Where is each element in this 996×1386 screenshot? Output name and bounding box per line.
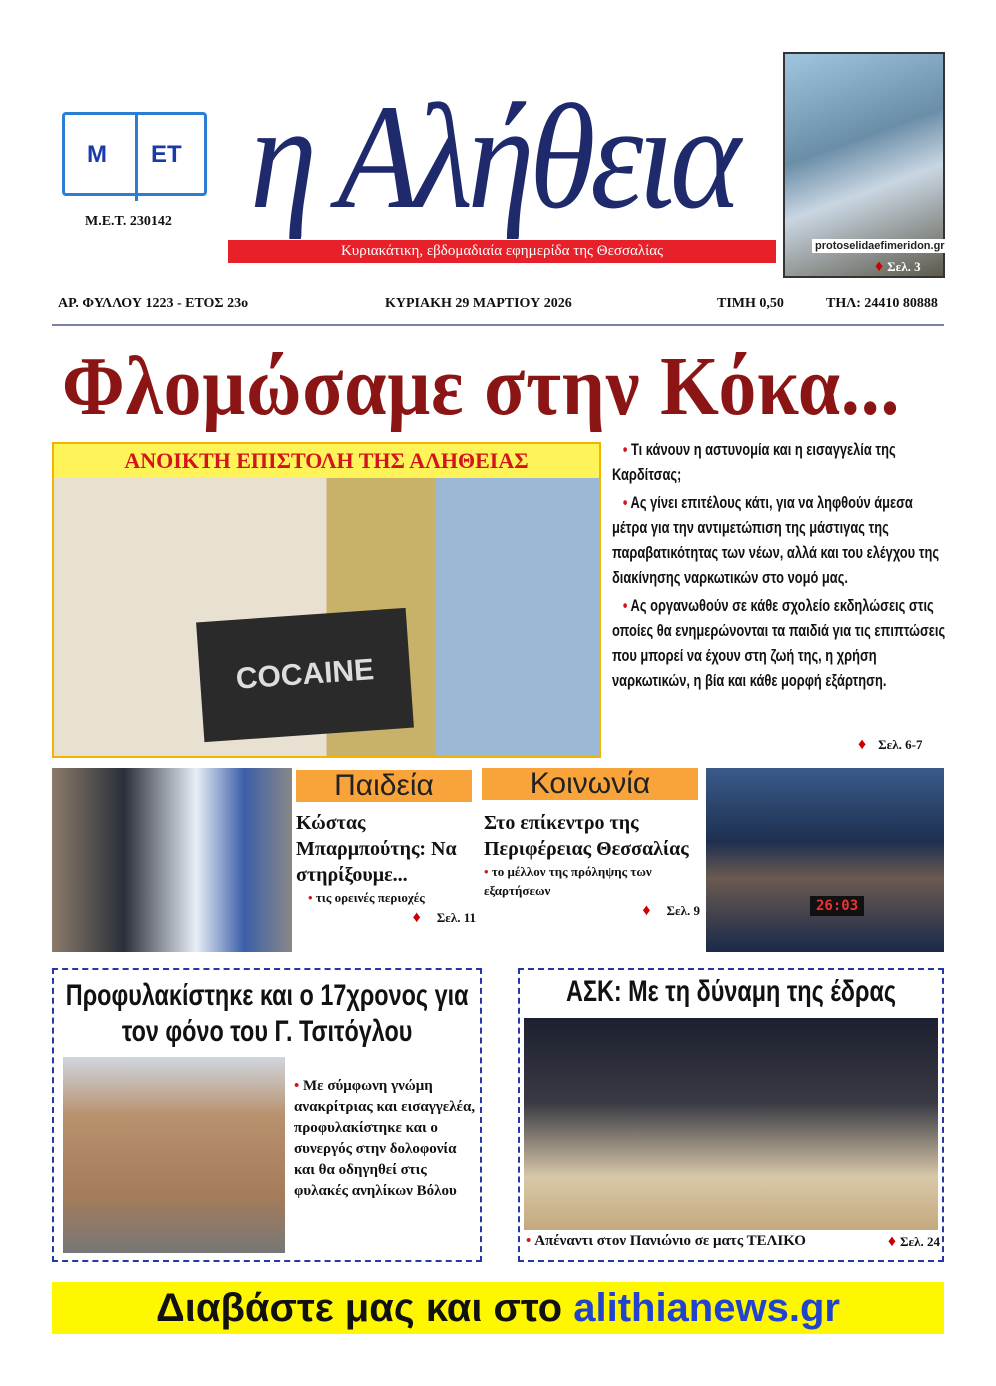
issue-date: ΚΥΡΙΑΚΗ 29 ΜΑΡΤΙΟΥ 2026: [385, 296, 572, 311]
newspaper-title: η Αλήθεια: [250, 74, 736, 240]
diamond-icon: ♦: [642, 902, 651, 919]
paideia-title: Κώστας Μπαρμπούτης: Να στηρίξουμε...: [296, 812, 457, 886]
sub-text: τις ορεινές περιοχές: [315, 890, 425, 905]
main-headline: Φλομώσαμε στην Κόκα...: [62, 340, 901, 433]
body-text: Με σύμφωνη γνώμη ανακρίτριας και εισαγγελέα, προφυλακίστηκε και ο συνεργός στην δολοφονία και θα οδηγηθεί στις φυλακές ανηλίκων Βόλου: [294, 1078, 476, 1199]
issue-number: ΑΡ. ΦΥΛΛΟΥ 1223 - ΕΤΟΣ 23ο: [58, 296, 249, 311]
cocaine-image: COCAINE: [196, 608, 414, 742]
page-label: Σελ. 11: [436, 910, 476, 925]
bullet: Τι κάνουν η αστυνομία και η εισαγγελία της Καρδίτσας;: [612, 441, 896, 484]
bullet: Ας γίνει επιτέλους κάτι, για να ληφθούν άμεσα μέτρα για την αντιμετώπιση της μάστιγας της παραβατικότητας των νέων, αλλά και του ελέγχου της διακίνησης ναρκωτικών στο νομό μας.: [612, 494, 940, 587]
koinonia-sub: • το μέλλον της πρόληψης των εξαρτήσεων: [484, 864, 652, 898]
sub-text: το μέλλον της πρόληψης των εξαρτήσεων: [484, 864, 652, 898]
page-ref: [642, 902, 700, 920]
page-ref: [875, 258, 921, 276]
category-koinonia: Κοινωνία: [482, 768, 698, 800]
koinonia-photo: [706, 768, 944, 952]
watermark: protoselidaefimeridon.gr: [812, 239, 948, 253]
logo-letter: Μ: [87, 141, 107, 168]
page-label: Σελ. 9: [666, 903, 700, 918]
crime-photo: [63, 1057, 285, 1253]
paideia-photo: [52, 768, 292, 952]
koinonia-title: Στο επίκεντρο της Περιφέρειας Θεσσαλίας: [484, 812, 689, 860]
crime-title: Προφυλακίστηκε και ο 17χρονος για τον φόνο του Γ. Τσιτόγλου: [65, 979, 469, 1048]
category-paideia: Παιδεία: [296, 770, 472, 802]
paideia-column: [296, 810, 476, 927]
diamond-icon: ♦: [875, 258, 884, 275]
price: ΤΙΜΗ 0,50: [717, 296, 784, 311]
page-label: Σελ. 3: [887, 259, 921, 274]
page-ref: [413, 909, 476, 927]
clock-display: 26:03: [810, 896, 864, 916]
sport-caption: • Απέναντι στον Πανιώνιο σε ματς ΤΕΛΙΚΟ: [526, 1233, 806, 1249]
bullet: Ας οργανωθούν σε κάθε σχολείο εκδηλώσεις στις οποίες θα ενημερώνονται τα παιδιά για τις επιπτώσεις που μπορεί να έχουν στη ζωή της, η χρήση ναρκωτικών, η βία και κάθε μορφή εξάρτηση.: [612, 597, 946, 690]
lead-text: • Τι κάνουν η αστυνομία και η εισαγγελία της Καρδίτσας; • Ας γίνει επιτέλους κάτι, για να ληφθούν άμεσα μέτρα για την αντιμετώπιση της μάστιγας της παραβατικότητας των νέων, αλλά και του ελέγχου της διακίνησης ναρκωτικών στο νομό μας. • Ας οργανωθούν σε κάθε σχολείο εκδηλώσεις στις οποίες θα ενημερώνονται τα παιδιά για τις επιπτώσεις που μπορεί να έχουν στη ζωή της, η χρήση ναρκωτικών, η βία και κάθε μορφή εξάρτηση.: [612, 441, 946, 690]
page-label: Σελ. 24: [900, 1233, 940, 1249]
page-label: Σελ. 6-7: [878, 737, 923, 752]
paideia-sub: • τις ορεινές περιοχές: [308, 890, 425, 905]
caption-text: Απέναντι στον Πανιώνιο σε ματς ΤΕΛΙΚΟ: [534, 1233, 806, 1249]
crime-text: • Με σύμφωνη γνώμη ανακρίτριας και εισαγγελέα, προφυλακίστηκε και ο συνεργός στην δολοφονία και θα οδηγηθεί στις φυλακές ανηλίκων Βόλου: [294, 1078, 476, 1199]
diamond-icon: ♦: [412, 909, 421, 926]
sport-title: ΑΣΚ: Με τη δύναμη της έδρας: [566, 975, 897, 1008]
koinonia-column: [484, 810, 700, 920]
sport-caption-row: [526, 1232, 940, 1251]
lead-banner: ΑΝΟΙΚΤΗ ΕΠΙΣΤΟΛΗ ΤΗΣ ΑΛΗΘΕΙΑΣ: [54, 444, 599, 478]
website-link[interactable]: alithianews.gr: [573, 1286, 840, 1330]
logo-letter: ΕΤ: [151, 141, 182, 168]
divider: [52, 324, 944, 326]
diamond-icon: ♦: [858, 736, 867, 753]
sport-photo: [524, 1018, 938, 1230]
page-ref: [858, 736, 922, 754]
subtitle-bar: Κυριακάτικη, εβδομαδιαία εφημερίδα της Θεσσαλίας: [228, 240, 776, 263]
phone: ΤΗΛ: 24410 80888: [826, 296, 938, 311]
diamond-icon: ♦: [887, 1232, 897, 1250]
met-code: Μ.Ε.Τ. 230142: [85, 214, 172, 229]
footer-banner: [52, 1282, 944, 1334]
footer-text: Διαβάστε μας και στο: [156, 1286, 563, 1330]
page-ref: [888, 1233, 940, 1251]
met-logo: [62, 112, 207, 196]
